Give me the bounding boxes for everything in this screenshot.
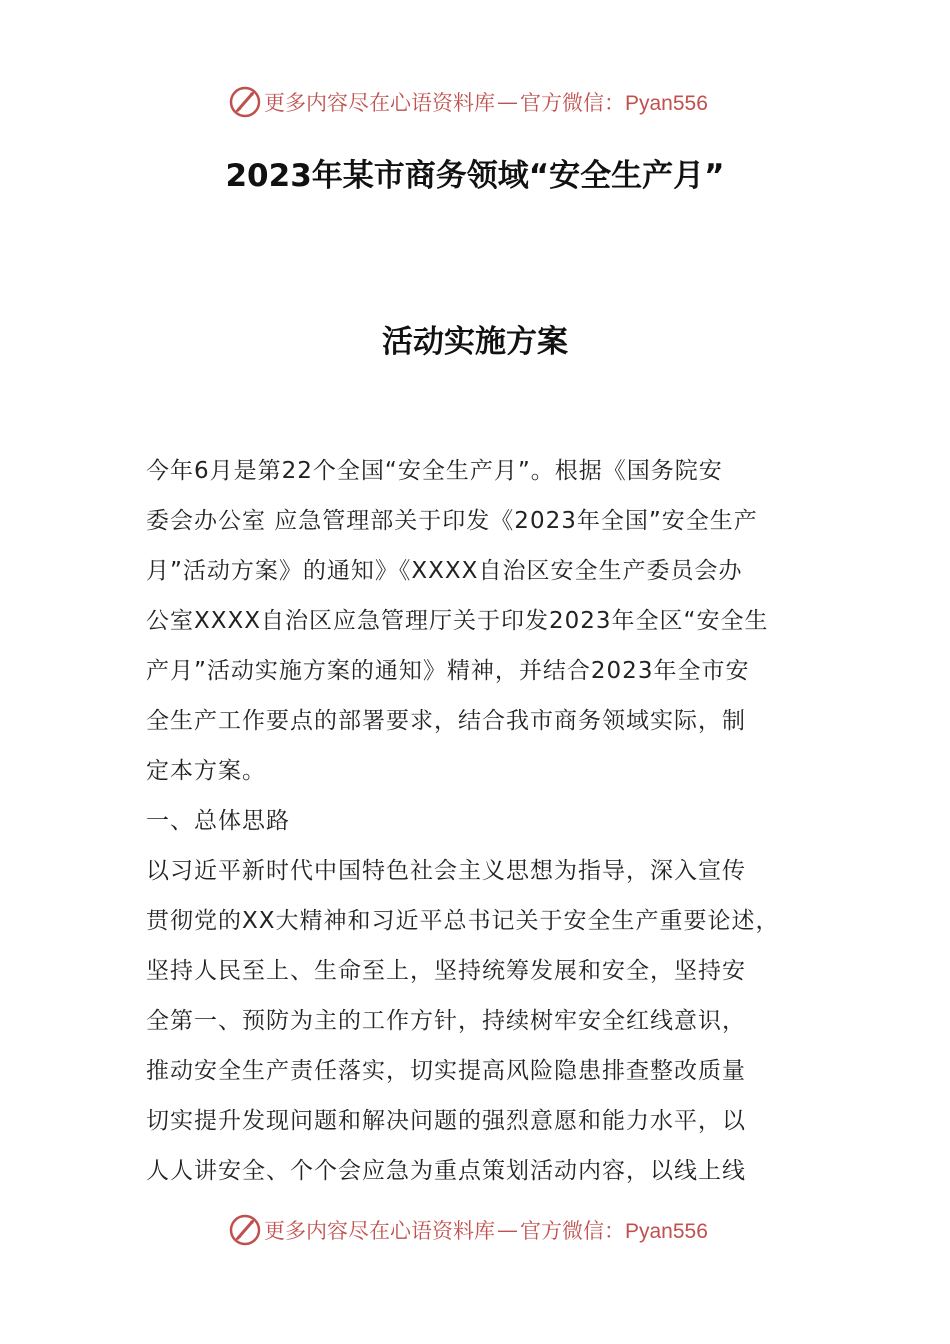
body-line: 委会办公室 应急管理部关于印发《2023年全国”安全生产 xyxy=(146,508,758,534)
body-line: 产月”活动实施方案的通知》精神，并结合2023年全市安 xyxy=(146,658,750,684)
banner-wechat: 官方微信：Pyan556 xyxy=(520,1220,708,1243)
banner-wechat: 官方微信：Pyan556 xyxy=(520,92,708,115)
document-body xyxy=(146,446,816,1196)
body-line: 定本方案。 xyxy=(146,758,266,784)
body-line: 今年6月是第22个全国“安全生产月”。根据《国务院安 xyxy=(146,458,723,484)
header-banner xyxy=(228,82,708,122)
banner-separator: — xyxy=(497,90,518,114)
body-line: 切实提升发现问题和解决问题的强烈意愿和能力水平，以 xyxy=(146,1108,746,1134)
body-line: 公室XXXX自治区应急管理厅关于印发2023年全区“安全生 xyxy=(146,608,769,634)
body-line: 月”活动方案》的通知》《XXXX自治区安全生产委员会办 xyxy=(146,558,743,584)
pen-logo-icon xyxy=(228,1213,262,1247)
body-line: 贯彻党的XX大精神和习近平总书记关于安全生产重要论述， xyxy=(146,908,780,934)
pen-logo-icon xyxy=(228,85,262,119)
body-line: 以习近平新时代中国特色社会主义思想为指导，深入宣传 xyxy=(146,858,746,884)
banner-separator: — xyxy=(497,1218,518,1242)
body-line: 全第一、预防为主的工作方针，持续树牢安全红线意识， xyxy=(146,1008,746,1034)
body-line: 坚持人民至上、生命至上，坚持统筹发展和安全，坚持安 xyxy=(146,958,746,984)
body-line: 全生产工作要点的部署要求，结合我市商务领域实际，制 xyxy=(146,708,746,734)
body-line: 推动安全生产责任落实，切实提高风险隐患排查整改质量 xyxy=(146,1058,746,1084)
section-heading: 一、总体思路 xyxy=(146,808,290,834)
banner-text: 更多内容尽在心语资料库 xyxy=(264,1219,495,1243)
document-title-line-2: 活动实施方案 xyxy=(382,324,568,360)
body-line: 人人讲安全、个个会应急为重点策划活动内容，以线上线 xyxy=(146,1158,746,1184)
banner-text: 更多内容尽在心语资料库 xyxy=(264,91,495,115)
document-title-line-1: 2023年某市商务领域“安全生产月” xyxy=(225,158,725,194)
footer-banner xyxy=(228,1210,708,1250)
